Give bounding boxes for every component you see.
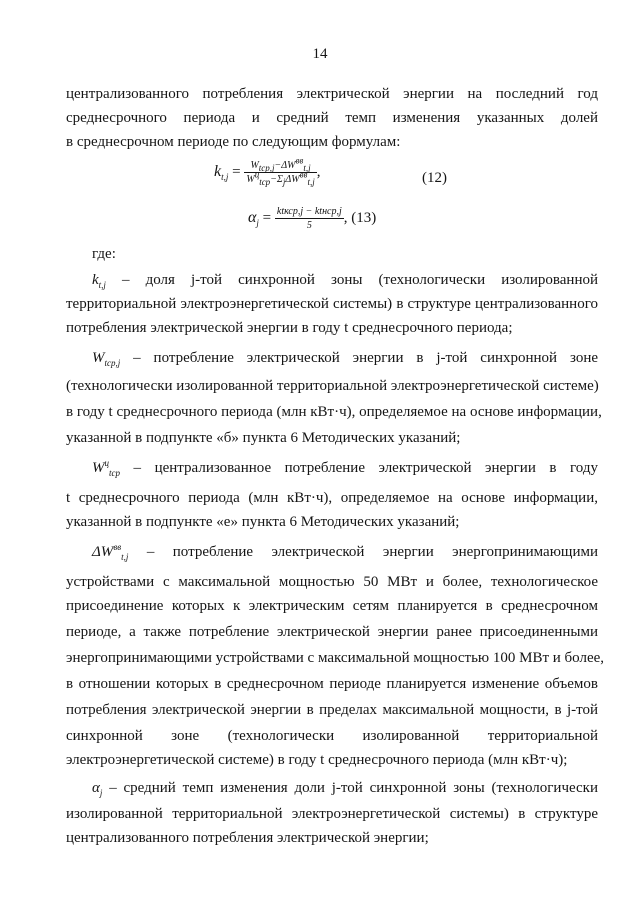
def-w-line-1: $W_{tср,j}$ – потребление электрической энергии в j-той синхронной зоне [92, 350, 598, 368]
def-a-line-1: $\alpha_j$ – средний темп изменения доли j-той синхронной зоны (технологически [92, 780, 598, 798]
intro-line-2: среднесрочного периода и средний темп изменения указанных долей [66, 110, 598, 126]
def-w-symbol: $W_{tср,j}$ [92, 350, 121, 368]
formula-13: $\alpha_j$ = $\frac{\text{ktкср,j − ktнср,j}}{5}$ , (13) [248, 206, 377, 231]
def-dw-line-8: синхронной зоне (технологически изолированной территориальной [66, 728, 598, 744]
def-wc-line-2: t среднесрочного периода (млн кВт·ч), определяемое на основе информации, [66, 490, 598, 506]
formula-12-label: (12) [422, 170, 447, 186]
def-w-line-3: в году t среднесрочного периода (млн кВт·ч), определяемое на основе информации, [66, 404, 602, 420]
def-a-symbol: $\alpha_j$ [92, 780, 103, 798]
def-wc-line-1: $W^ц_{tср}$ – централизованное потребление электрической энергии в году [92, 458, 598, 478]
def-dw-line-1: $\Delta W^{вв}_{t,j}$ – потребление электрической энергии энергопринимающими [92, 542, 598, 562]
def-wc-symbol: $W^ц_{tср}$ [92, 458, 120, 478]
formula-12-fraction [244, 155, 316, 187]
formula-13-denominator: 5 [306, 220, 312, 231]
def-k-line-2: территориальной электроэнергетической системы) в структуре централизованного [66, 296, 598, 312]
def-dw-line-3: присоединение которых к электрическим сетям планируется в среднесрочном [66, 598, 598, 614]
intro-line-3: в среднесрочном периоде по следующим формулам: [66, 134, 401, 150]
def-k-line-1: $k_{t,j}$ – доля j-той синхронной зоны (технологически изолированной [92, 272, 599, 290]
def-a-line-2: изолированной территориальной электроэнергетической системы) в структуре [66, 806, 598, 822]
def-k-line-3: потребления электрической энергии в году t среднесрочного периода; [66, 320, 513, 336]
def-wc-line-3: указанной в подпункте «е» пункта 6 Методических указаний; [66, 514, 460, 530]
where-label: где: [92, 246, 116, 262]
def-k-symbol: $k_{t,j}$ [92, 272, 106, 290]
def-dw-line-5: энергопринимающими устройствами с максимальной мощностью 100 МВт и более, [66, 650, 605, 666]
formula-13-fraction [275, 206, 344, 231]
def-dw-line-6: в отношении которых в среднесрочном периоде планируется изменение объемов [66, 676, 598, 692]
formula-12-numerator: $W_{tср,j}-\Delta W^{вв}_{t,j}$ [244, 160, 316, 173]
def-dw-line-7: потребления электрической энергии в пределах максимальной мощности, в j-той [66, 702, 598, 718]
def-a-line-3: централизованного потребления электрической энергии; [66, 830, 429, 846]
formula-13-numerator: ktкср,j − ktнср,j [276, 206, 342, 217]
page-number: 14 [312, 46, 328, 62]
def-w-line-4: указанной в подпункте «б» пункта 6 Методических указаний; [66, 430, 461, 446]
def-dw-symbol: $\Delta W^{вв}_{t,j}$ [92, 542, 129, 562]
def-w-line-2: (технологически изолированной территориальной электроэнергетической системе) [66, 378, 599, 394]
formula-12-denominator: $W^ц_{tср}-\Sigma_j\Delta W^{вв}_{t,j}$ [246, 169, 315, 187]
def-dw-line-2: устройствами с максимальной мощностью 50 МВт и более, технологическое [66, 574, 598, 590]
formula-12: $k_{t,j}$ = $\frac{W_{tср,j}-\Delta W^{вв}_{t,j}}{W^ц_{tср}-\Sigma_j\Delta W^{вв}_{t,j}}$ , [214, 155, 321, 187]
def-dw-line-9: электроэнергетической системе) в году t среднесрочного периода (млн кВт·ч); [66, 752, 568, 768]
def-dw-line-4: периоде, а также потребление электрической энергии ранее присоединенными [66, 624, 598, 640]
intro-line-1: централизованного потребления электрической энергии на последний год [66, 86, 598, 102]
